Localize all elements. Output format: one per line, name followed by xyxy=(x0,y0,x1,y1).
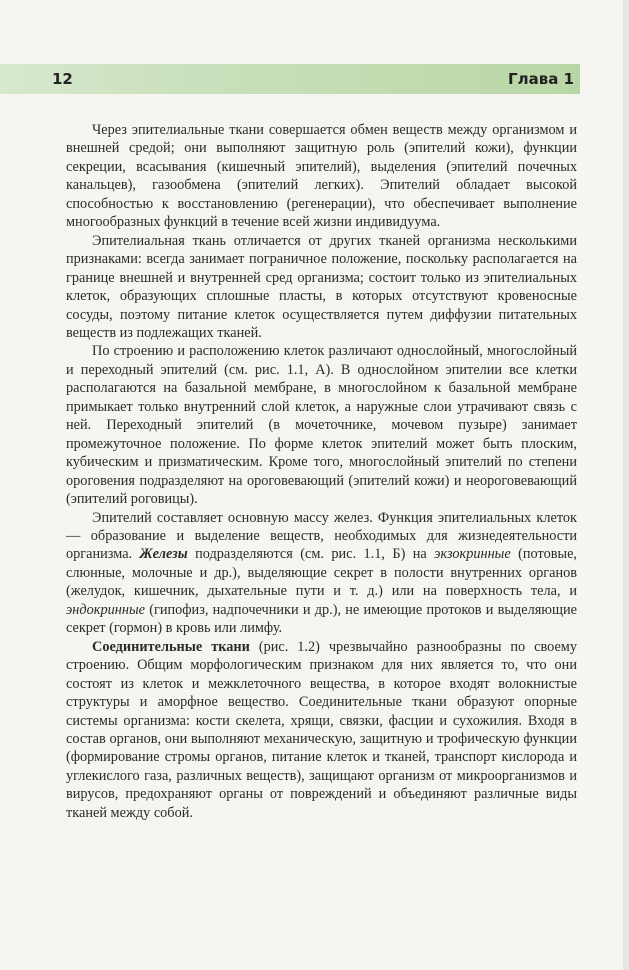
term-glands: Железы xyxy=(139,546,188,563)
chapter-title: Глава 1 xyxy=(508,70,574,88)
paragraph-5 xyxy=(66,638,577,823)
paragraph-4-text-1: Эпителий составляет основную массу желез. Функция эпителиальных клеток — образование и выделение веществ, необходимых для жизнедеятельности организма. xyxy=(66,509,577,563)
body-text xyxy=(66,121,577,822)
paragraph-4 xyxy=(66,509,577,638)
paragraph-4-text-4: (гипофиз, надпочечники и др.), не имеющие протоков и выделяющие секрет (гормон) в кровь или лимфу. xyxy=(66,601,577,637)
paragraph-1: Через эпителиальные ткани совершается обмен веществ между организмом и внешней средой; они выполняют защитную роль (эпителий кожи), функции секреции, всасывания (кишечный эпителий), выделения (эпителий почечных канальцев), газообмена (эпителий легких). Эпителий обладает высокой способностью к восстановлению (регенерации), что обеспечивает выполнение многообразных функций в течение всей жизни индивидуума. xyxy=(66,122,577,231)
paragraph-2: Эпителиальная ткань отличается от других тканей организма несколькими признаками: всегда занимает пограничное положение, поскольку располагается на границе внешней и внутренней сред организма; состоит только из эпителиальных клеток, образующих сплошные пласты, в которых отсутствуют кровеносные сосуды, поэтому питание клеток осуществляется путем диффузии питательных веществ из подлежащих тканей. xyxy=(66,232,577,341)
term-connective-tissues: Соединительные ткани xyxy=(92,638,250,655)
term-endocrine: эндокринные xyxy=(66,601,145,618)
page-edge xyxy=(623,0,629,970)
paragraph-4-text-2: подразделяются (см. рис. 1.1, Б) на xyxy=(187,546,435,563)
page-number: 12 xyxy=(52,70,73,88)
term-exocrine: экзокринные xyxy=(434,546,511,563)
running-header-band xyxy=(0,64,580,94)
paragraph-4-text-3: (потовые, слюнные, молочные и др.), выделяющие секрет в полости внутренних органов (желудок, кишечник, дыхательные пути и т. д.) или на поверхность тела, и xyxy=(66,546,577,600)
paragraph-5-text-1: (рис. 1.2) чрезвычайно разнообразны по своему строению. Общим морфологическим признаком для них является то, что они состоят из клеток и межклеточного вещества, в которое входят волокнистые структуры и аморфное вещество. Соединительные ткани образуют опорные системы организма: кости скелета, хрящи, связки, фасции и сухожилия. Входя в состав органов, они выполняют механическую, защитную и трофическую функции (формирование стромы органов, питание клеток и тканей, транспорт кислорода и углекислого газа, различных веществ), защищают организм от микроорганизмов и вирусов, предохраняют органы от повреждений и объединяют различные виды тканей между собой. xyxy=(66,638,577,821)
paragraph-3: По строению и расположению клеток различают однослойный, многослойный и переходный эпителий (см. рис. 1.1, А). В однослойном эпителии все клетки располагаются на базальной мембране, в многослойном к базальной мембране примыкает только внутренний слой клеток, а наружные слои утрачивают связь с ней. Переходный эпителий (в мочеточнике, мочевом пузыре) занимает промежуточное положение. По форме клеток эпителий может быть плоским, кубическим и призматическим. Кроме того, многослойный эпителий по степени ороговения подразделяют на ороговевающий (эпителий кожи) и неороговевающий (эпителий роговицы). xyxy=(66,343,577,508)
